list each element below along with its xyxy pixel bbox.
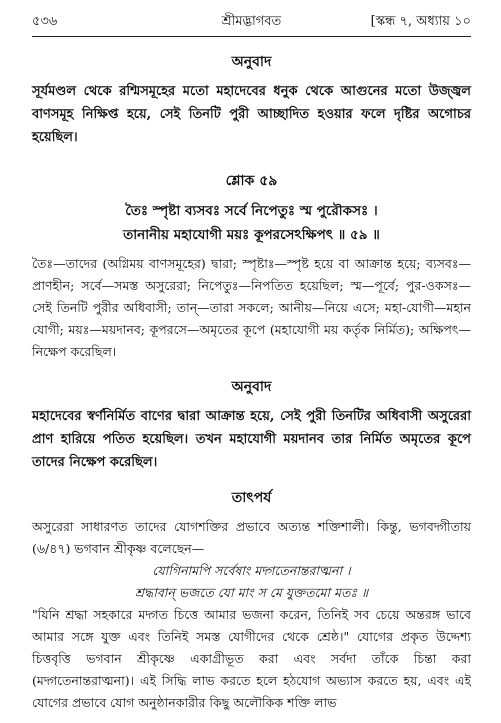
- gita-quote-line-1: যোগিনামপি সর্বেষাং মদ্গতেনান্তরাত্মনা ।: [152, 563, 351, 578]
- header-rule: [32, 36, 471, 37]
- section-reference: [স্কন্ধ ৭, অধ্যায় ১০: [370, 14, 471, 29]
- verse-line-1: তৈঃ স্পৃষ্টা ব্যসবঃ সর্বে নিপেতুঃ স্ম পুরৌকসঃ ।: [125, 203, 378, 219]
- translation-heading-2: অনুবাদ: [231, 379, 272, 395]
- synonyms-text: তৈঃ—তাদের (অগ্নিময় বাণসমূহের) দ্বারা; স্পৃষ্টাঃ—স্পৃষ্ট হয়ে বা আক্রান্ত হয়ে; ব্যসবঃ—প্রাণহীন; সর্বে—সমস্ত অসুরেরা; নিপেতুঃ—নিপতিত হয়েছিল; স্ম—পূর্বে; পুর-ওকসঃ—সেই তিনটি পুরীর অধিবাসী; তান্—তারা সকলে; আনীয়—নিয়ে এসে; মহা-যোগী—মহান যোগী; ময়ঃ—ময়দানব; কূপরসে—অমৃতের কূপে (মহাযোগী ময় কর্তৃক নির্মিত); অক্ষিপৎ—নিক্ষেপ করেছিল।: [32, 256, 471, 359]
- book-title: শ্রীমদ্ভাগবত: [221, 14, 282, 29]
- purport-heading: তাৎপর্য: [231, 490, 272, 506]
- page-number: ৫৩৬: [32, 14, 58, 29]
- page-header: [32, 12, 471, 34]
- translation-text-2: মহাদেবের স্বর্ণনির্মিত বাণের দ্বারা আক্রান্ত হয়ে, সেই পুরী তিনটির অধিবাসী অসুরেরা প্রাণ হারিয়ে পতিত হয়েছিল। তখন মহাযোগী ময়দানব তার নির্মিত অমৃতের কূপে তাদের নিক্ষেপ করেছিল।: [32, 409, 471, 470]
- translation-heading: অনুবাদ: [231, 54, 272, 70]
- verse-heading: শ্লোক ৫৯: [225, 173, 278, 189]
- page-content: [32, 44, 471, 714]
- gita-quote-line-2: শ্রদ্ধাবান্ ভজতে যো মাং স মে যুক্ততমো মতঃ ॥: [134, 585, 369, 600]
- verse-line-2: তানানীয় মহাযোগী ময়ঃ কূপরসেঽক্ষিপৎ ॥ ৫৯ ॥: [123, 227, 380, 243]
- translation-text: সূর্যমণ্ডল থেকে রশ্মিসমূহের মতো মহাদেবের ধনুক থেকে আগুনের মতো উজ্জ্বল বাণসমূহ নিক্ষিপ্ত হয়ে, সেই তিনটি পুরী আচ্ছাদিত হওয়ার ফলে দৃষ্টির অগোচর হয়েছিল।: [32, 84, 471, 145]
- purport-intro: অসুরেরা সাধারণত তাদের যোগশক্তির প্রভাবে অত্যন্ত শক্তিশালী। কিন্তু, ভগবদ্গীতায় (৬/৪৭) ভগবান শ্রীকৃষ্ণ বলেছেন—: [32, 519, 471, 556]
- purport-body: "যিনি শ্রদ্ধা সহকারে মদ্গত চিত্তে আমার ভজনা করেন, তিনিই সব চেয়ে অন্তরঙ্গ ভাবে আমার সঙ্গে যুক্ত এবং তিনিই সমস্ত যোগীদের থেকে শ্রেষ্ঠ।" যোগের প্রকৃত উদ্দেশ্য চিত্তবৃত্তি ভগবান শ্রীকৃষ্ণে একাগ্রীভূত করা এবং সর্বদা তাঁকে চিন্তা করা (মদ্গতেনান্তরাত্মনা)। এই সিদ্ধি লাভ করতে হলে হঠযোগ অভ্যাস করতে হয়, এবং এই যোগের প্রভাবে যোগ অনুষ্ঠানকারীর কিছু অলৌকিক শক্তি লাভ: [32, 607, 471, 710]
